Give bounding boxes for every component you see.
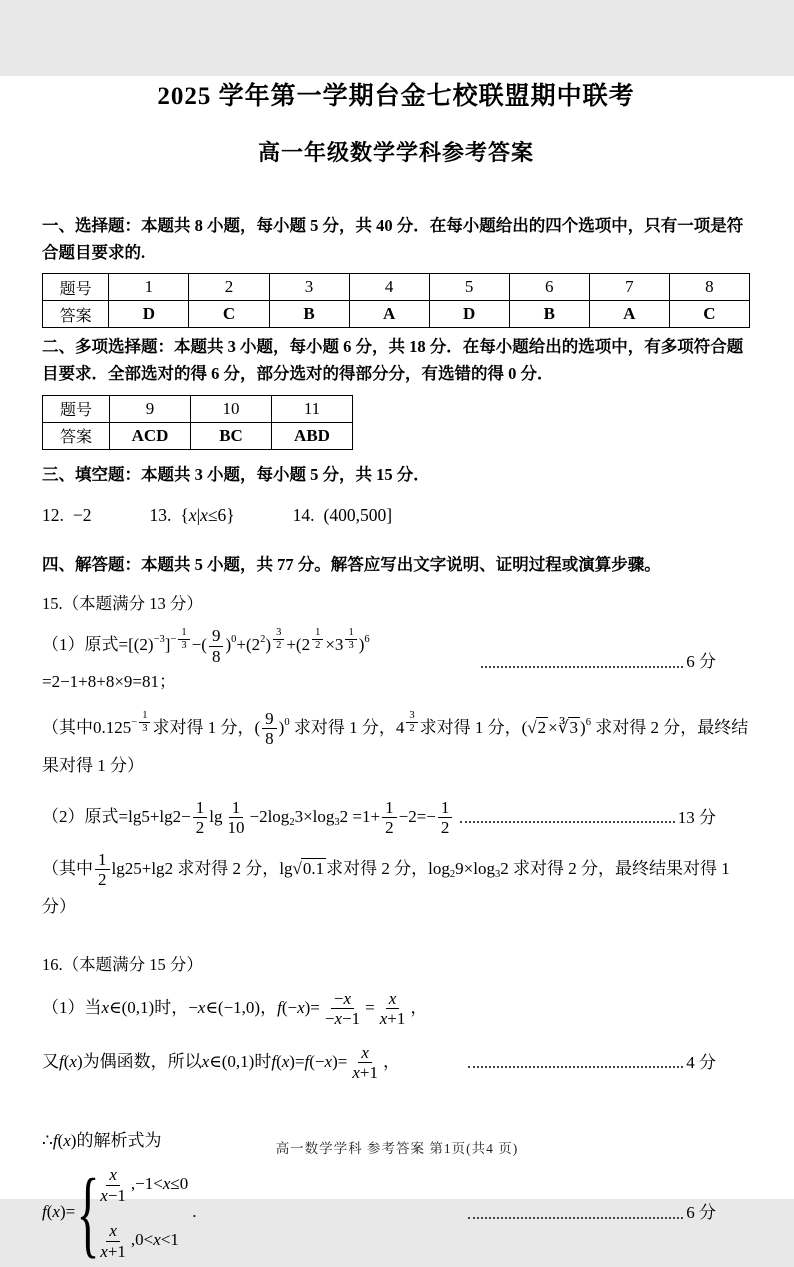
exam-subtitle: 高一年级数学学科参考答案 — [257, 140, 534, 165]
left-brace: { — [76, 1158, 100, 1267]
sqrt-radical: √0.1 — [292, 858, 325, 878]
answer-cell: BC — [191, 422, 272, 449]
section-multi-heading: 二、多项选择题：本题共 3 小题，每小题 6 分，共 18 分．在每小题给出的选项中，有多项符合题目要求．全部选对的得 6 分，部分选对的得部分分，有选错的得 0 分． — [42, 337, 744, 384]
multi-choice-table — [42, 395, 353, 450]
fraction: $\frac{1}{2}$ — [95, 850, 110, 890]
single-choice-table — [42, 273, 750, 328]
sqrt-radical: √2 — [527, 717, 547, 737]
dotted-leader — [460, 812, 675, 823]
question-number-row — [43, 395, 353, 422]
section-fill-heading: 三、填空题：本题共 3 小题，每小题 5 分，共 15 分． — [42, 464, 430, 484]
score-label: 6 分 — [686, 652, 716, 672]
score-label: 13 分 — [677, 807, 716, 827]
fraction: $\frac{1}{3}$ — [345, 627, 356, 652]
question-number-cell: 2 — [189, 274, 269, 301]
exam-title: 2025 学年第一学期台金七校联盟期中联考 — [157, 83, 635, 110]
row-header: 题号 — [43, 274, 109, 301]
subscript: 2 — [449, 868, 456, 880]
page-footer: 高一数学学科 参考答案 第1页(共4 页) — [275, 1141, 519, 1156]
superscript — [310, 627, 325, 652]
fraction: $\frac{1}{3}$ — [178, 627, 189, 652]
fill-answer — [42, 505, 92, 526]
answer-sheet-page — [0, 76, 794, 1267]
fraction: $\frac{-x}{-x-1}$ — [324, 988, 361, 1029]
formula: （其中0.125− $\frac{1}{3}$ 求对得 1 分，( $\frac{9}{8}$ )0 求对得 1 分，4 $\frac{3}{2}$ 求对得 1 分，(√2 ×∛3 )6 求对得 2 分，最终结果对得 1 分） — [42, 708, 749, 775]
fill-answer — [293, 505, 392, 526]
answer-value: −2 — [72, 504, 92, 525]
superscript: 6 — [364, 634, 370, 646]
score-label: 4 分 — [686, 1052, 716, 1072]
superscript: − $\frac{1}{3}$ — [170, 627, 191, 652]
superscript: 2 — [260, 634, 266, 646]
fill-in-answers — [42, 505, 750, 526]
fraction: $\frac{1}{2}$ — [438, 798, 453, 838]
formula: （2）原式=lg5+lg2− $\frac{1}{2}$ lg $\frac{1}{10}$ −2log23×log32 =1+ $\frac{1}{2}$ −2=− $\frac{1}{2}$ — [42, 798, 454, 838]
superscript — [404, 710, 419, 735]
question-number-cell: 5 — [429, 274, 509, 301]
answer-cell: ACD — [110, 422, 191, 449]
piecewise-cases — [76, 1158, 189, 1267]
fraction: $\frac{1}{3}$ — [139, 710, 150, 735]
answer-row — [43, 301, 750, 328]
q15-heading: 15.（本题满分 13 分） — [42, 594, 203, 614]
fraction: $\frac{x}{x+1}$ — [352, 1042, 378, 1083]
fraction: $\frac{1}{2}$ — [193, 798, 208, 838]
q16-heading: 16.（本题满分 15 分） — [42, 954, 203, 974]
subscript: 2 — [289, 816, 295, 828]
answer-cell: B — [509, 301, 589, 328]
section-solution-heading: 四、解答题：本题共 5 小题，共 77 分。解答应写出文字说明、证明过程或演算步骤。 — [42, 554, 661, 574]
answer-cell: D — [109, 301, 189, 328]
answer-cell: C — [189, 301, 269, 328]
superscript: 0 — [284, 716, 290, 728]
score-label: 6 分 — [686, 1203, 716, 1223]
question-number-cell: 8 — [669, 274, 749, 301]
subscript: 3 — [494, 868, 501, 880]
formula: 又f(x)为偶函数，所以x∈(0,1)时f(x)=f(−x)= $\frac{x}{x+1}$ ， — [42, 1042, 400, 1083]
fraction: $\frac{1}{2}$ — [312, 627, 323, 652]
q15-line-3 — [42, 798, 750, 838]
case-row: $\frac{x}{x-1}$ ,−1<x≤0 — [95, 1165, 188, 1205]
fraction: $\frac{x}{x+1}$ — [379, 988, 406, 1029]
question-number-cell: 6 — [509, 274, 589, 301]
fill-answer — [150, 505, 235, 526]
question-number-cell: 9 — [110, 395, 191, 422]
question-number-cell: 1 — [109, 274, 189, 301]
question-number-cell: 10 — [191, 395, 272, 422]
fraction: $\frac{3}{2}$ — [273, 627, 284, 652]
answer-number: 13. — [149, 504, 172, 525]
subscript: 3 — [334, 816, 340, 828]
fraction: $\frac{9}{8}$ — [209, 626, 224, 666]
fraction: $\frac{x}{x+1}$ — [100, 1221, 126, 1261]
fraction: $\frac{9}{8}$ — [262, 709, 277, 749]
answer-cell: A — [349, 301, 429, 328]
case-row: $\frac{x}{x+1}$ ,0<x<1 — [95, 1221, 188, 1261]
answer-cell: ABD — [272, 422, 353, 449]
answer-value: (400,500] — [323, 504, 393, 525]
superscript: −3 — [153, 634, 165, 646]
question-number-cell: 11 — [272, 395, 353, 422]
q15-line-2 — [42, 709, 750, 784]
superscript: 0 — [231, 634, 237, 646]
formula: （其中 $\frac{1}{2}$ lg25+lg2 求对得 2 分，lg√0.1 求对得 2 分，log29×log32 求对得 2 分，最终结果对得 1 分） — [42, 849, 730, 916]
formula: （1）当x∈(0,1)时，−x∈(−1,0)，f(−x)= $\frac{-x}{-x-1}$ = $\frac{x}{x+1}$ ， — [42, 988, 428, 1029]
answer-cell: A — [589, 301, 669, 328]
q16-line-4 — [42, 1158, 750, 1267]
formula: ∴f(x)的解析式为 — [42, 1130, 162, 1150]
formula: （1）原式=[(2)−3]− $\frac{1}{3}$ −( $\frac{9}{8}$ )0+(22) $\frac{3}{2}$ +(2 $\frac{1}{2}$ ×3 $\frac{1}{3}$ )6 =2−1+8+8×9=81； — [42, 626, 370, 692]
fraction: $\frac{1}{10}$ — [227, 797, 245, 838]
section-choice-heading: 一、选择题：本题共 8 小题，每小题 5 分，共 40 分．在每小题给出的四个选项中，只有一项是符合题目要求的. — [42, 216, 744, 262]
answer-value: {x|x≤6} — [180, 504, 235, 525]
question-number-cell: 7 — [589, 274, 669, 301]
row-header: 答案 — [43, 422, 110, 449]
dotted-leader — [468, 1208, 683, 1219]
q15-line-1 — [42, 626, 750, 698]
superscript: 6 — [585, 716, 591, 728]
row-header: 答案 — [43, 301, 109, 328]
q16-line-2 — [42, 1043, 750, 1083]
superscript: − $\frac{1}{3}$ — [131, 710, 152, 735]
answer-cell: B — [269, 301, 349, 328]
fraction: $\frac{1}{2}$ — [382, 798, 397, 838]
question-number-cell: 3 — [269, 274, 349, 301]
question-number-row — [43, 274, 750, 301]
answer-cell: D — [429, 301, 509, 328]
fraction: $\frac{x}{x-1}$ — [100, 1165, 126, 1205]
q16-line-1 — [42, 989, 750, 1029]
answer-number: 14. — [292, 504, 315, 525]
formula: f(x)= { $\frac{x}{x-1}$ ,−1<x≤0 $\frac{x}{x+1}$ ,0<x<1 . — [42, 1158, 197, 1267]
cuberoot-radical: ∛3 — [557, 717, 579, 737]
answer-row — [43, 422, 353, 449]
q15-line-4 — [42, 850, 750, 925]
answer-number: 12. — [42, 504, 64, 525]
superscript — [343, 627, 358, 652]
question-number-cell: 4 — [349, 274, 429, 301]
dotted-leader — [481, 657, 683, 668]
row-header: 题号 — [43, 395, 110, 422]
answer-cell: C — [669, 301, 749, 328]
fraction: $\frac{3}{2}$ — [406, 710, 417, 735]
dotted-leader — [468, 1057, 683, 1068]
superscript — [271, 627, 286, 652]
